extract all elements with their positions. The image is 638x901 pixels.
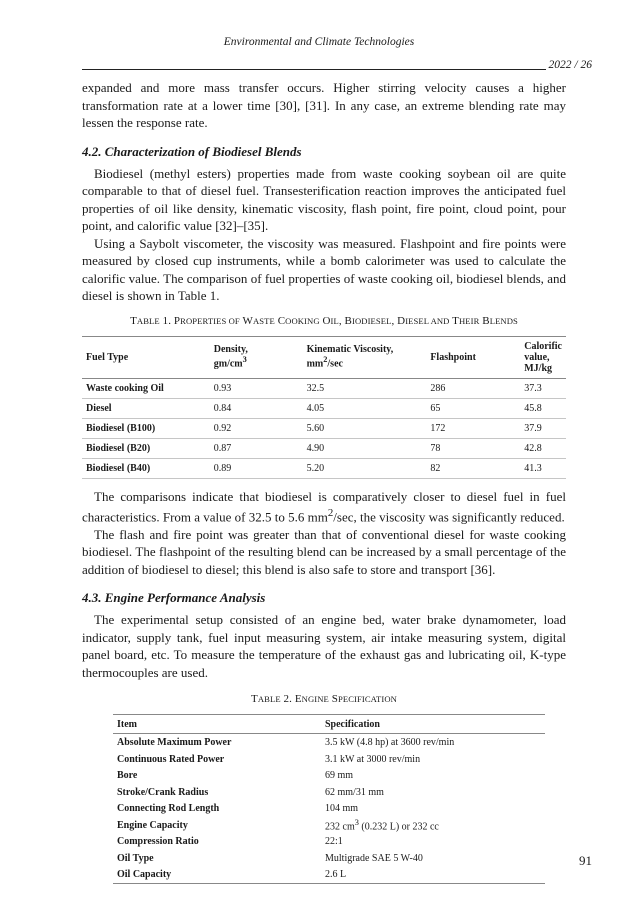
- after-table-1-paragraph-2: The flash and fire point was greater than that of conventional diesel for waste cooking biodiesel. The flashpoint of the resulting blend can be increased by a small percentage of the addition of biodiesel to diesel; this blend is also safe to store and transport [36].: [82, 526, 566, 577]
- cell-item: Compression Ratio: [117, 836, 199, 848]
- text-run: The comparisons indicate that biodiesel is comparatively closer to diesel fuel in fuel characteristics. From a value of 32.5 to 5.6 mm: [82, 488, 566, 525]
- table-row: [113, 734, 545, 751]
- cell-flash: 78: [426, 438, 520, 458]
- section-4-3-paragraph-1: The experimental setup consisted of an engine bed, water brake dynamometer, load indicator, supply tank, fuel input measuring system, air intake measuring system, digital panel board, etc. To measure the temperature of the exhaust gas and lubricating oil, K-type thermocouples are used.: [82, 612, 566, 680]
- cell-flash: 65: [426, 398, 520, 418]
- col-fuel-type: Fuel Type: [82, 336, 210, 378]
- cell-density: 0.87: [210, 438, 303, 458]
- kv-unit: mm: [306, 358, 324, 370]
- cell-kv: 4.05: [303, 398, 427, 418]
- cell-spec: 104 mm: [325, 803, 359, 815]
- table-2: [113, 714, 545, 884]
- cell-item: Connecting Rod Length: [117, 803, 220, 815]
- cv-unit: MJ/kg: [524, 362, 553, 374]
- cell-spec: 2.6 L: [321, 866, 545, 883]
- cell-cv: 45.8: [520, 398, 566, 418]
- col-kinematic-viscosity: [303, 336, 427, 378]
- table-1: [82, 336, 566, 479]
- table-row: [113, 850, 545, 867]
- text-run: (0.232 L) or 232 cc: [358, 821, 439, 833]
- cell-cv: 41.3: [520, 458, 566, 478]
- kv-label: Kinematic Viscosity,: [306, 344, 394, 356]
- table-row: [113, 784, 545, 801]
- table-row: [113, 817, 545, 834]
- cell-flash: 82: [426, 458, 520, 478]
- after-table-1-paragraph-1: [82, 488, 566, 526]
- header-rule: [82, 69, 566, 70]
- cell-spec: [321, 817, 545, 834]
- section-heading-4-3: 4.3. Engine Performance Analysis: [82, 590, 266, 606]
- superscript: 2: [327, 507, 334, 519]
- table-row: [82, 458, 566, 478]
- cell-item: Oil Type: [117, 852, 154, 864]
- cell-cv: 37.3: [520, 378, 566, 398]
- cell-item: Continuous Rated Power: [117, 753, 225, 765]
- col-density: [210, 336, 303, 378]
- cell-spec: 3.5 kW (4.8 hp) at 3600 rev/min: [325, 737, 455, 749]
- section-heading-4-2: 4.2. Characterization of Biodiesel Blends: [82, 143, 302, 159]
- table-row: [113, 751, 545, 768]
- cell-kv: 5.20: [303, 458, 427, 478]
- cell-fuel: Waste cooking Oil: [82, 378, 210, 398]
- text-run: /sec, the viscosity was significantly reduced.: [333, 509, 565, 525]
- text-run: 232 cm: [325, 821, 355, 833]
- section-4-2-paragraph-2: Using a Saybolt viscometer, the viscosity was measured. Flashpoint and fire points were measured by closed cup instruments, while a bomb calorimeter was used to calculate the calorific value. The comparison of fuel properties of waste cooking oil, biodiesel blends, and diesel is shown in Table 1.: [82, 235, 566, 303]
- superscript: 3: [354, 817, 359, 827]
- cell-kv: 4.90: [303, 438, 427, 458]
- cell-spec: 3.1 kW at 3000 rev/min: [325, 753, 421, 765]
- table-row: [113, 866, 545, 883]
- table-2-header-row: [113, 715, 545, 734]
- issue-number: 2022 / 26: [546, 59, 592, 71]
- page-number: 91: [579, 853, 592, 868]
- col-calorific-value: [520, 336, 566, 378]
- table-row: [82, 438, 566, 458]
- cell-density: 0.89: [210, 458, 303, 478]
- cell-kv: 5.60: [303, 418, 427, 438]
- cell-fuel: Biodiesel (B20): [82, 438, 210, 458]
- cell-flash: 286: [426, 378, 520, 398]
- journal-title: Environmental and Climate Technologies: [223, 36, 415, 48]
- kv-exp: 2: [323, 355, 328, 365]
- cell-density: 0.84: [210, 398, 303, 418]
- col-specification: Specification: [321, 715, 545, 734]
- table-1-caption-display: TABLE 1. PROPERTIES OF WASTE COOKING OIL, BIODIESEL, DIESEL AND THEIR BLENDS: [130, 314, 518, 327]
- table-row: [82, 378, 566, 398]
- cell-item: Bore: [117, 770, 138, 782]
- density-label: Density,: [213, 344, 248, 356]
- cell-spec: 22:1: [325, 836, 343, 848]
- table-row: [82, 398, 566, 418]
- cell-item: Stroke/Crank Radius: [117, 786, 209, 798]
- cell-spec: 69 mm: [325, 770, 354, 782]
- density-exp: 3: [242, 355, 247, 365]
- kv-unit-tail: /sec: [327, 358, 343, 370]
- page-content: [82, 79, 566, 884]
- cell-fuel: Biodiesel (B40): [82, 458, 210, 478]
- cv-label: Calorific value,: [524, 340, 562, 363]
- density-unit: gm/cm: [213, 358, 243, 370]
- table-row: [113, 767, 545, 784]
- table-1-header-row: [82, 336, 566, 378]
- cell-item: Absolute Maximum Power: [117, 737, 232, 749]
- section-4-2-paragraph-1: Biodiesel (methyl esters) properties made from waste cooking soybean oil are quite comparable to that of diesel fuel. Transesterification reaction improves the anticipated fuel properties of oil like density, kinematic viscosity, flash point, fire point, cloud point, pour point, and calorific value [32]–[35].: [82, 165, 566, 233]
- cell-cv: 42.8: [520, 438, 566, 458]
- table-2-caption-display: TABLE 2. ENGINE SPECIFICATION: [251, 693, 397, 706]
- intro-paragraph: expanded and more mass transfer occurs. Higher stirring velocity causes a higher transformation rate at a lower time [30], [31]. In any case, an extreme blending rate may lessen the response rate.: [82, 80, 566, 130]
- table-row: [113, 800, 545, 817]
- cell-spec: 62 mm/31 mm: [325, 786, 384, 798]
- cell-cv: 37.9: [520, 418, 566, 438]
- cell-item: Engine Capacity: [117, 819, 188, 831]
- table-row: [113, 833, 545, 850]
- table-row: [82, 418, 566, 438]
- col-flashpoint: Flashpoint: [426, 336, 520, 378]
- cell-kv: 32.5: [303, 378, 427, 398]
- cell-item: Oil Capacity: [113, 866, 321, 883]
- cell-fuel: Diesel: [82, 398, 210, 418]
- cell-density: 0.92: [210, 418, 303, 438]
- cell-fuel: Biodiesel (B100): [82, 418, 210, 438]
- col-item: Item: [113, 715, 321, 734]
- cell-density: 0.93: [210, 378, 303, 398]
- cell-spec: Multigrade SAE 5 W-40: [325, 852, 423, 864]
- cell-flash: 172: [426, 418, 520, 438]
